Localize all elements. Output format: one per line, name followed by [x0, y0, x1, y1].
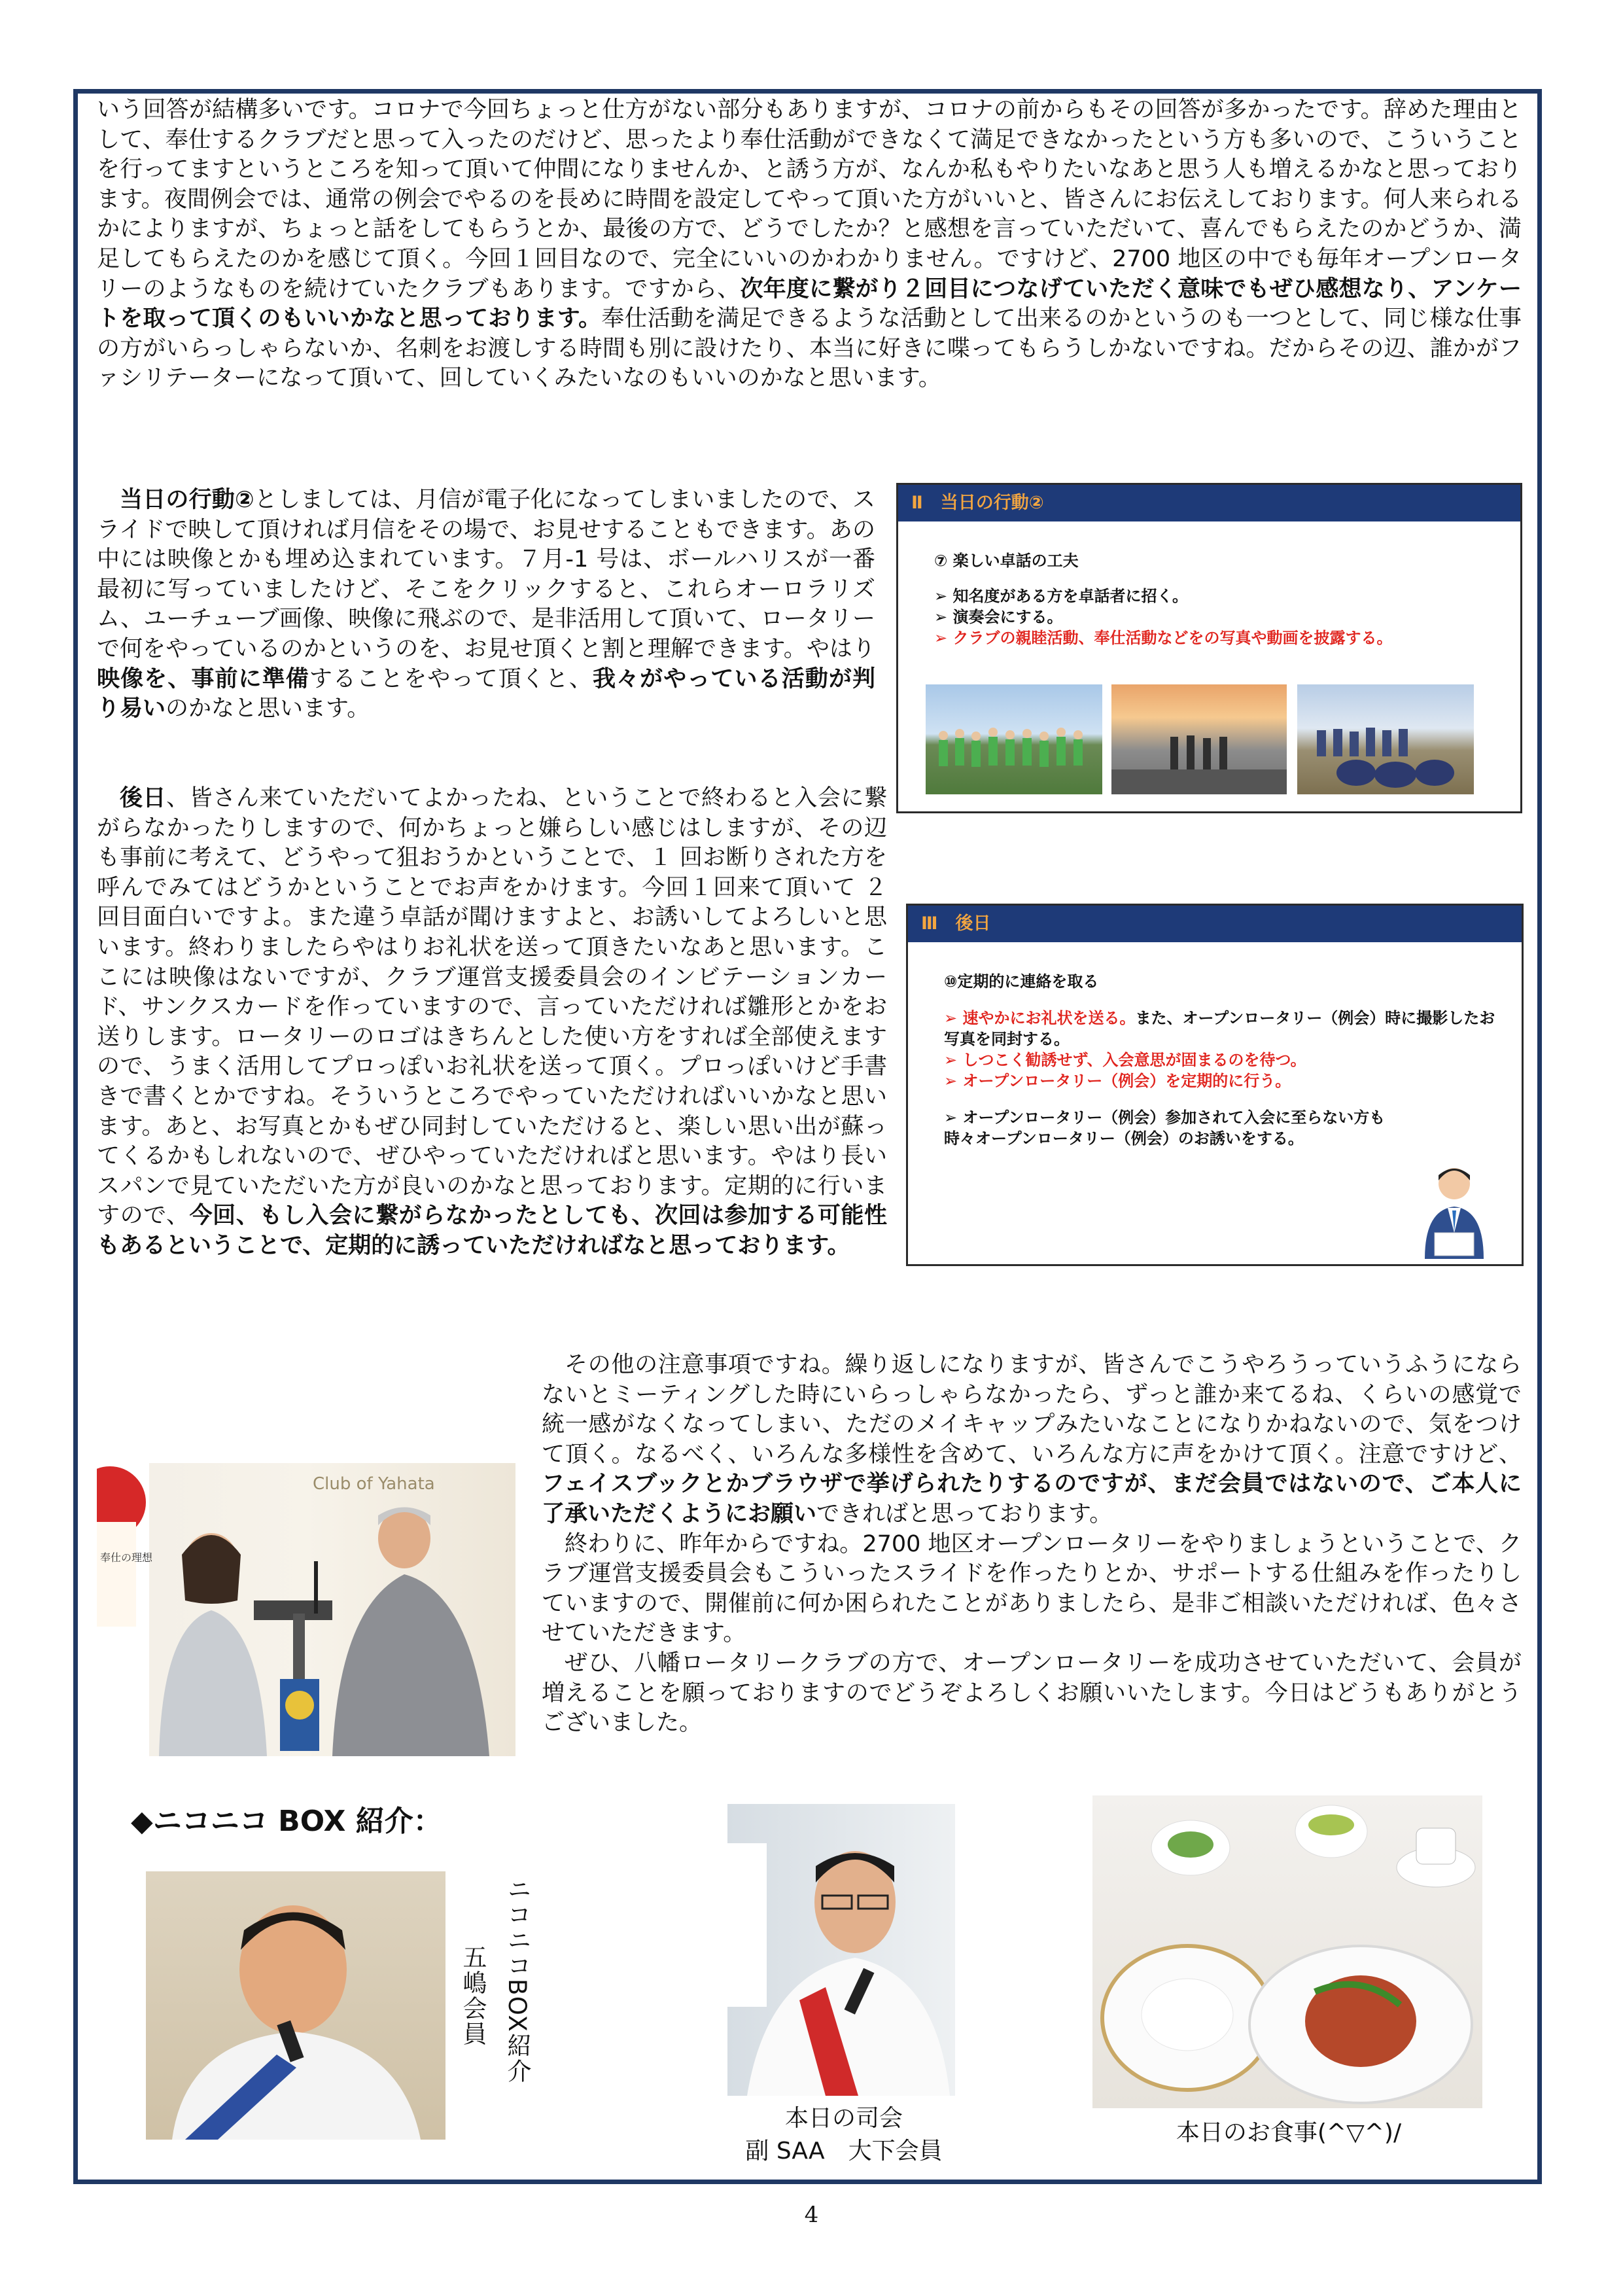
niconico-member-photo: [146, 1871, 445, 2140]
text: のかなと思います。: [166, 696, 370, 722]
bold-text: フェイスブックとかブラウザで挙げられたりするのですが、まだ会員ではないので、ご本人に了承いただくようにお願い: [542, 1471, 1522, 1527]
photo-banner-text: Club of Yahata: [313, 1474, 435, 1494]
slide-later: [906, 904, 1524, 1266]
slide-item-red: ➢ 速やかにお礼状を送る。: [944, 1009, 1136, 1027]
day-action-paragraph: [97, 486, 875, 724]
slide-subtitle: ⑩定期的に連絡を取る: [944, 972, 1099, 991]
slide-item: ➢ しつこく勧誘せず、入会意思が固まるのを待つ。: [944, 1051, 1306, 1069]
niconico-heading: ◆ニコニコ BOX 紹介：: [131, 1805, 442, 1838]
bold-text: 我々がやっている活動が判り易い: [97, 665, 875, 722]
photo-float-spacer: [97, 1439, 542, 1740]
bold-text: 次年度に繋がり２回目につなげていただく意味でもぜひ感想なり、アンケートを取って頂くのもいいかなと思っております。: [97, 275, 1522, 332]
street-cleanup-photo: [1111, 684, 1287, 794]
slide-item: ➢ 知名度がある方を卓話者に招く。: [934, 587, 1188, 605]
trash-bags-photo: [1297, 684, 1474, 794]
businessman-illustration: [1418, 1161, 1490, 1259]
bold-text: 後日: [120, 785, 167, 811]
closing-paragraph: 終わりに、昨年からですね。2700 地区オープンロータリーをやりましょうということで、クラブ運営支援委員会もこういったスライドを作ったりとか、サポートする仕組みを作ったりしていますので、開催前に何か困られたことがありましたら、是非ご相談いただければ、色々させていただきます。: [542, 1530, 1522, 1647]
mc-photo: [727, 1804, 955, 2096]
bold-text: 今回、もし入会に繋がらなかったとしても、次回は参加する可能性もあるということで、定期的に誘っていただければなと思っております。: [97, 1203, 887, 1259]
text: できればと思っております。: [816, 1500, 1113, 1527]
slide-header: Ⅱ 当日の行動②: [898, 485, 1520, 521]
slide-item-rest: また、オープンロータリー（例会）時に撮影したお写真を同封する。: [944, 1009, 1495, 1048]
text: その他の注意事項ですね。繰り返しになりますが、皆さんでこうやろうっていうふうにならないとミーティングした時にいらっしゃらなかったら、ずっと誰か来てるね、くらいの感覚で統一感がなくなってしまい、ただのメイキャップみたいなことになりかねないので、気をつけて頂く。なるべく、いろんな多様性を含めて、いろんな方に声をかけて頂く。注意ですけど、: [542, 1352, 1522, 1468]
meal-caption: 本日のお食事(^▽^)/: [1176, 2119, 1402, 2146]
thanks-paragraph: ぜひ、八幡ロータリークラブの方で、オープンロータリーを成功させていただいて、会員が増えることを願っておりますのでどうぞよろしくお願いいたします。今日はどうもありがとうございました。: [542, 1650, 1522, 1737]
bold-text: 当日の行動②: [120, 487, 254, 513]
text: 奉仕活動を満足できるような活動として出来るのかというのも一つとして、同じ様な仕事の方がいらっしゃらないか、名刺をお渡しする時間も別に設けたり、本当に好きに喋ってもらうしかないですね。だからその辺、誰かがファシリテーターになって頂いて、回していくみたいなのもいいのかなと思います。: [97, 306, 1522, 392]
niconico-vertical-title: ニコニコBOX紹介: [503, 1877, 531, 2084]
group-photo-beach: [926, 684, 1102, 794]
slide-item: ➢ 演奏会にする。: [934, 608, 1063, 626]
mc-caption-line2: 副 SAA 大下会員: [745, 2138, 943, 2164]
mc-caption: [674, 2102, 1014, 2168]
slide-item: ➢ クラブの親睦活動、奉仕活動などをの写真や動画を披露する。: [934, 629, 1393, 647]
meal-photo: [1092, 1795, 1482, 2108]
page-number: 4: [804, 2202, 819, 2228]
notes-paragraph: [97, 1351, 1522, 1740]
text: することをやって頂くと、: [309, 665, 593, 692]
slide-day-action: [896, 483, 1522, 813]
slide-item: [944, 1008, 1502, 1050]
bold-text: 映像を、事前に準備: [97, 665, 309, 692]
intro-paragraph: [97, 96, 1522, 394]
text: 、皆さん来ていただいてよかったね、ということで終わると入会に繋がらなかったりしますので、何かちょっと嫌らしい感じはしますが、その辺も事前に考えて、どうやって狙おうかということで、１ 回お断りされた方を呼んでみてはどうかということでお声をかけます。今回１回来て頂いて ２ 回目面白いですよ。また違う卓話が聞けますよと、お誘いしてよろしいと思います。終わりましたらやはりお礼状を送って頂きたいなあと思います。ここには映像はないですが、クラブ運営支援委員会のインビテーションカード、サンクスカードを作っていますので、言っていただければ雛形とかをお送りします。ロータリーのロゴはきちんとした使い方をすれば全部使えますので、うまく活用してプロっぽいお礼状を送って頂く。プロっぽいけど手書きで書くとかですね。そういうところでやっていただければいいかなと思います。あと、お写真とかもぜひ同封していただけると、楽しい思い出が蘇ってくるかもしれないので、ぜひやっていただければと思います。やはり長いスパンで見ていただいた方が良いのかなと思っております。定期的に行いますので、: [97, 785, 888, 1229]
niconico-vertical-name: 五嶋会員: [459, 1945, 487, 2047]
text: としましては、月信が電子化になってしまいましたので、スライドで映して頂ければ月信をその場で、お見せすることもできます。あの中には映像とかも埋め込まれています。７月-1 号は、ボールハリスが一番最初に写っていましたけど、そこをクリックすると、これらオーロラリズム、ユーチューブ画像、映像に飛ぶので、是非活用して頂いて、ロータリーで何をやっているのかというのを、お見せ頂くと割と理解できます。やはり: [97, 487, 875, 662]
slide-subtitle: ⑦ 楽しい卓話の工夫: [934, 552, 1079, 570]
text: いう回答が結構多いです。コロナで今回ちょっと仕方がない部分もありますが、コロナの前からもその回答が多かったです。辞めた理由として、奉仕するクラブだと思って入ったのだけど、思ったより奉仕活動ができなくて満足できなかったという方も多いので、こういうことを行ってますというところを知って頂いて仲間になりませんか、と誘う方が、なんか私もやりたいなあと思う人も増えるかなと思っております。夜間例会では、通常の例会でやるのを長めに時間を設定してやって頂いた方がいいと、皆さんにお伝えしております。何人来られるかによりますが、ちょっと話をしてもらうとか、最後の方で、どうでしたか？と感想を言っていただいて、喜んでもらえたのかどうか、満足してもらえたのかを感じて頂く。今回１回目なので、完全にいいのかわかりません。ですけど、2700 地区の中でも毎年オープンロータリーのようなものを続けていたクラブもあります。ですから、: [97, 97, 1522, 302]
slide-body: [934, 550, 1501, 648]
slide-item: ➢ オープンロータリー（例会）参加されて入会に至らない方も時々オープンロータリー（例会）のお誘いをする。: [944, 1108, 1386, 1148]
photo-side-text: 奉仕の理想: [100, 1551, 153, 1564]
slide-body: [944, 971, 1502, 1149]
slide-item: ➢ オープンロータリー（例会）を定期的に行う。: [944, 1072, 1291, 1090]
slide-header: Ⅲ 後日: [908, 906, 1522, 942]
mc-caption-line1: 本日の司会: [784, 2105, 903, 2132]
